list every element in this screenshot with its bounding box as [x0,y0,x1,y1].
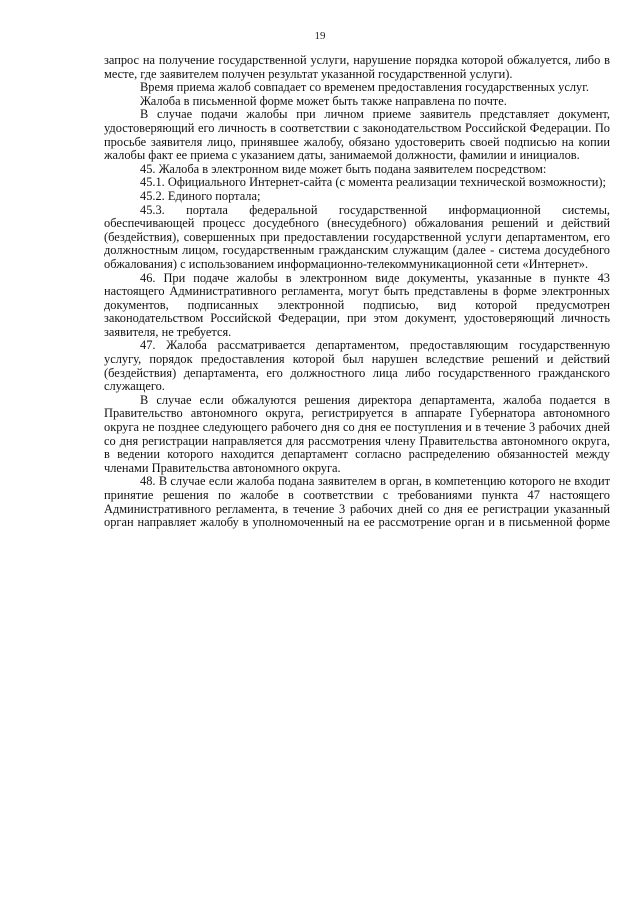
paragraph: 45. Жалоба в электронном виде может быть подана заявителем посредством: [140,161,547,176]
paragraph: В случае подачи жалобы при личном приеме заявитель представляет документ, удостоверяющий его личность в соответствии с законодательством Российской Федерации. По просьбе заявителя лицо, принявшее жалобу, обязано удостоверить своей подписью на копии жалобы факт ее приема с указанием даты, занимаемой должности, фамилии и инициалов. [104,107,610,163]
paragraph: 47. Жалоба рассматривается департаментом, предоставляющим государственную услугу, порядок предоставления которой был нарушен вследствие решений и действий (бездействия) департамента, его должностного лица либо государственного гражданского служащего. [104,338,610,394]
paragraph: 45.3. портала федеральной государственной информационной системы, обеспечивающей процесс досудебного (внесудебного) обжалования решений и действий (бездействия), совершенных при предоставлении государственной услуги департаментом, его должностным лицом, государственным гражданским служащим (далее - система досудебного обжалования) с использованием информационно-телекоммуникационной сети «Интернет». [104,202,610,271]
document-body [104,54,610,530]
paragraph: Время приема жалоб совпадает со временем предоставления государственных услуг. [140,80,590,95]
paragraph: В случае если обжалуются решения директора департамента, жалоба подается в Правительство автономного округа, регистрируется в аппарате Губернатора автономного округа не позднее следующего рабочего дня со дня ее поступления и в течение 3 рабочих дней со дня регистрации направляется для рассмотрения члену Правительства автономного округа, в ведении которого находится департамент согласно распределению обязанностей между членами Правительства автономного округа. [104,392,610,475]
paragraph: 46. При подаче жалобы в электронном виде документы, указанные в пункте 43 настоящего Административного регламента, могут быть представлены в форме электронных документов, подписанных электронной подписью, вид которой предусмотрен законодательством Российской Федерации, при этом документ, удостоверяющий личность заявителя, не требуется. [104,270,610,339]
paragraph: Жалоба в письменной форме может быть также направлена по почте. [140,93,507,108]
page-number: 19 [314,30,326,42]
paragraph: 45.1. Официального Интернет-сайта (с момента реализации технической возможности); [140,175,606,190]
paragraph: 48. В случае если жалоба подана заявителем в орган, в компетенцию которого не входит принятие решения по жалобе в соответствии с требованиями пункта 47 настоящего Административного регламента, в течение 3 рабочих дней со дня ее регистрации указанный орган направляет жалобу в уполномоченный на ее рассмотрение орган и в письменной форме [104,474,610,530]
paragraph: 45.2. Единого портала; [140,188,261,203]
paragraph: запрос на получение государственной услуги, нарушение порядка которой обжалуется, либо в месте, где заявителем получен результат указанной государственной услуги). [104,53,610,81]
